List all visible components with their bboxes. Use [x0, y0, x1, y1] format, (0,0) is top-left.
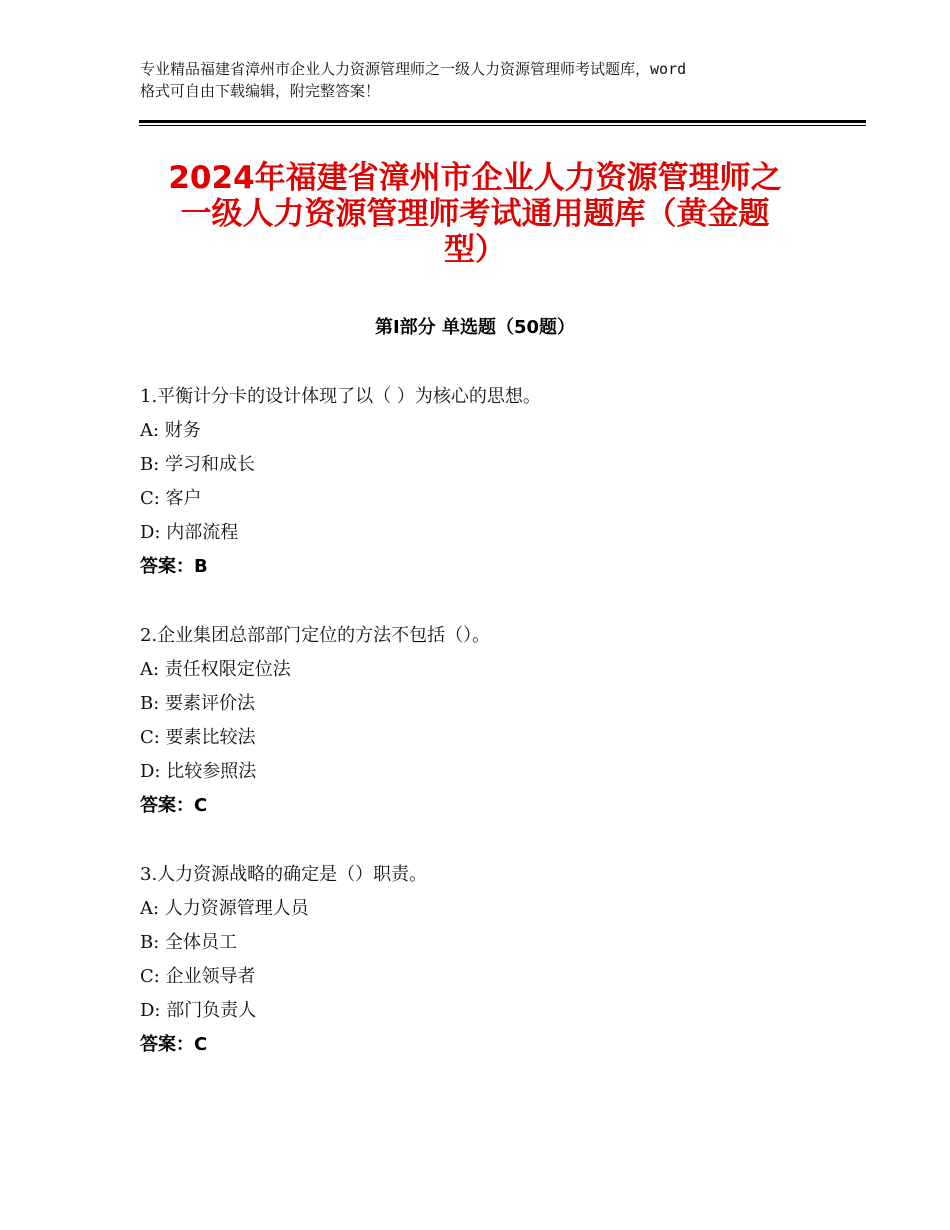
- header-note-line-1: 专业精品福建省漳州市企业人力资源管理师之一级人力资源管理师考试题库，word: [140, 60, 687, 78]
- question-1: [140, 380, 840, 584]
- document-title-line-2: 一级人力资源管理师考试通用题库（黄金题: [180, 196, 770, 232]
- answer: 答案：C: [140, 795, 208, 816]
- option-a: A: 人力资源管理人员: [140, 898, 309, 919]
- option-c: C: 要素比较法: [140, 727, 256, 748]
- option-d: D: 部门负责人: [140, 1000, 257, 1021]
- header-note: [140, 58, 840, 102]
- option-d: D: 比较参照法: [140, 761, 257, 782]
- option-a: A: 财务: [140, 420, 201, 441]
- document-title: [140, 160, 810, 268]
- option-b: B: 全体员工: [140, 932, 238, 953]
- answer: 答案：C: [140, 1034, 208, 1055]
- question-stem: 1.平衡计分卡的设计体现了以（ ）为核心的思想。: [140, 386, 541, 407]
- header-divider-thick: [139, 120, 866, 123]
- option-b: B: 要素评价法: [140, 693, 256, 714]
- question-stem: 2.企业集团总部部门定位的方法不包括（）。: [140, 625, 491, 646]
- option-c: C: 客户: [140, 488, 202, 509]
- option-a: A: 责任权限定位法: [140, 659, 291, 680]
- answer: 答案：B: [140, 556, 208, 577]
- header-divider-thin: [139, 125, 866, 126]
- question-2: [140, 619, 840, 823]
- section-heading: 第Ⅰ部分 单选题（50题）: [374, 317, 575, 338]
- header-note-line-2: 格式可自由下载编辑，附完整答案！: [140, 82, 381, 100]
- option-d: D: 内部流程: [140, 522, 239, 543]
- document-title-line-1: 2024年福建省漳州市企业人力资源管理师之: [168, 160, 782, 196]
- document-title-line-3: 型）: [444, 232, 506, 268]
- question-3: [140, 858, 840, 1062]
- option-b: B: 学习和成长: [140, 454, 256, 475]
- question-stem: 3.人力资源战略的确定是（）职责。: [140, 864, 428, 885]
- option-c: C: 企业领导者: [140, 966, 256, 987]
